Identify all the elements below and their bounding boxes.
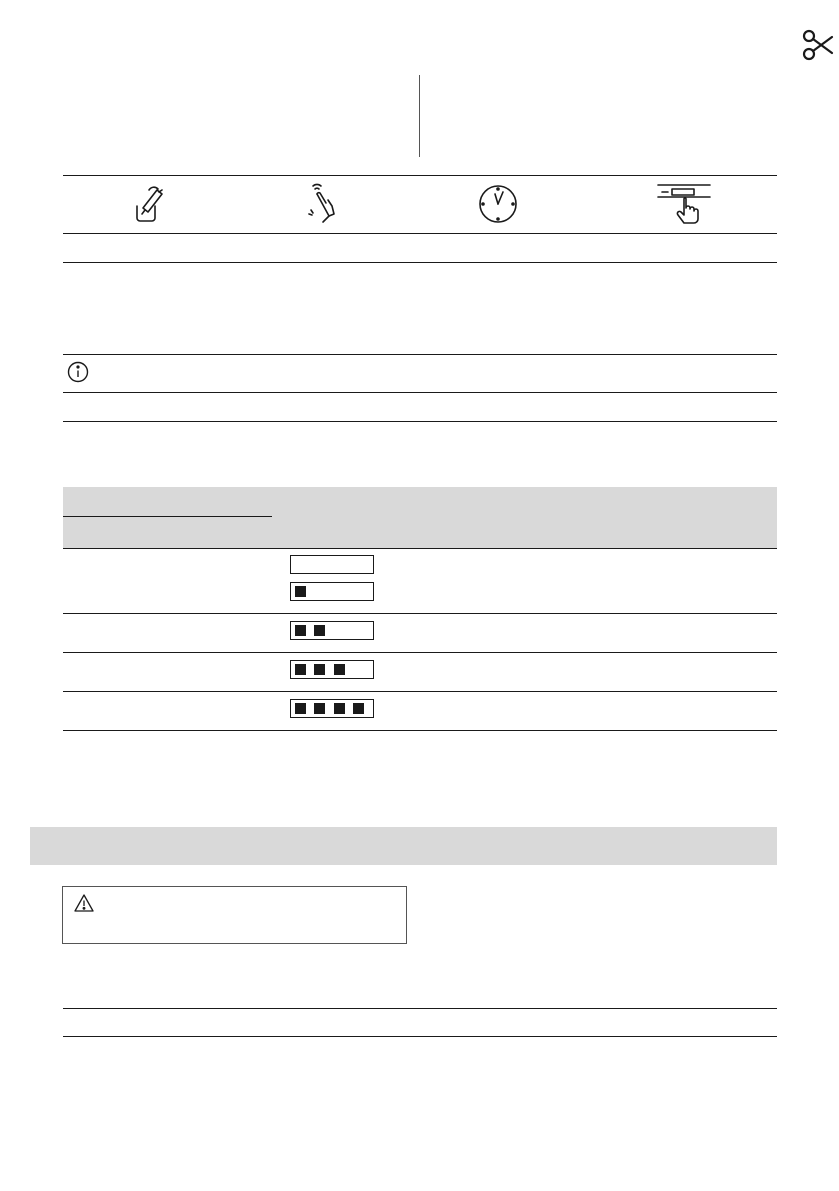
section-header-band — [30, 827, 777, 865]
level-indicator-3 — [290, 660, 374, 679]
column-divider — [419, 75, 420, 157]
level-square — [295, 586, 306, 597]
level-square — [295, 664, 306, 675]
hand-washing-pot-icon — [117, 178, 177, 230]
warning-triangle-icon — [73, 893, 95, 913]
settings-table-rule — [63, 548, 777, 549]
level-indicator-1 — [290, 582, 374, 601]
settings-table-rule — [63, 613, 777, 614]
settings-table-header — [63, 487, 777, 548]
note-top-rule — [63, 354, 777, 355]
level-square — [314, 703, 325, 714]
icon-table-mid-rule — [63, 233, 777, 234]
level-square — [295, 625, 306, 636]
icon-table-top-rule — [63, 175, 777, 176]
level-square — [334, 664, 345, 675]
level-square — [334, 703, 345, 714]
warning-box — [62, 886, 407, 944]
clock-icon — [468, 178, 528, 230]
settings-table-bottom-rule — [63, 730, 777, 731]
level-square — [314, 625, 325, 636]
settings-header-underline — [63, 516, 272, 517]
note-mid-rule — [63, 392, 777, 393]
bottom-table-bottom-rule — [63, 1036, 777, 1037]
level-indicator-2 — [290, 621, 374, 640]
note-bottom-rule — [63, 421, 777, 422]
drawer-push-hand-icon — [651, 178, 717, 230]
level-indicator-4 — [290, 699, 374, 718]
level-square — [353, 703, 364, 714]
settings-table-rule — [63, 652, 777, 653]
bottom-table-top-rule — [63, 1008, 777, 1009]
scissors-icon — [796, 26, 836, 66]
touch-hand-icon — [291, 178, 351, 230]
level-indicator-0 — [290, 555, 374, 574]
info-icon — [67, 361, 89, 383]
settings-table-rule — [63, 691, 777, 692]
level-square — [295, 703, 306, 714]
icon-table-bottom-rule — [63, 262, 777, 263]
level-square — [314, 664, 325, 675]
